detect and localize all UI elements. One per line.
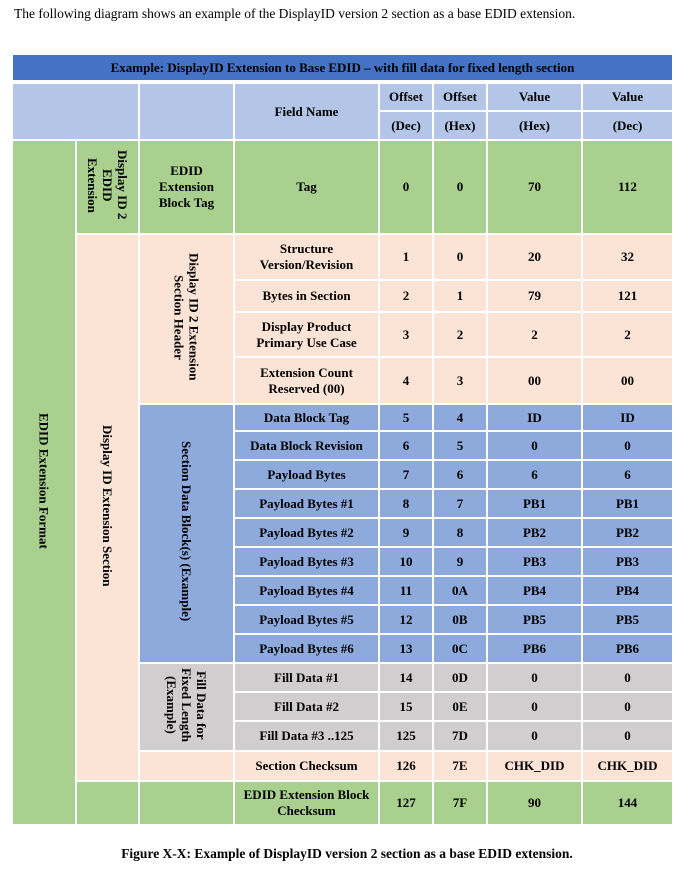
field-name: Fill Data #2 [235,693,378,720]
field-name: Payload Bytes [235,461,378,488]
value-dec: 0 [583,693,672,720]
value-dec: 112 [583,141,672,233]
offset-dec: 13 [380,635,432,662]
field-name: Fill Data #1 [235,664,378,691]
value-hex: PB1 [488,490,581,517]
field-name: Fill Data #3 ..125 [235,722,378,750]
value-dec: PB2 [583,519,672,546]
offset-dec: 8 [380,490,432,517]
field-name: Tag [235,141,378,233]
intro-text: The following diagram shows an example of the DisplayID version 2 section as a base EDID extension. [14,6,576,21]
edid-table [11,82,674,826]
value-hex: PB5 [488,606,581,633]
value-hex: CHK_DID [488,752,581,780]
offset-hex: 9 [434,548,486,575]
value-dec: 121 [583,281,672,311]
value-dec: 144 [583,782,672,824]
offset-hex: 0 [434,141,486,233]
offset-hex: 0D [434,664,486,691]
field-name: Bytes in Section [235,281,378,311]
checksum-group-blank [140,752,233,780]
offset-dec: 14 [380,664,432,691]
table-title: Example: DisplayID Extension to Base EDID – with fill data for fixed length section [13,55,672,80]
offset-hex: 0B [434,606,486,633]
block-checksum-blank-b [140,782,233,824]
figure-caption: Figure X-X: Example of DisplayID version 2 section as a base EDID extension. [121,846,573,861]
header-offset-dec-bottom: (Dec) [380,112,432,139]
offset-dec: 2 [380,281,432,311]
group-displayid2-edid-extension: Display ID 2 EDID Extension [77,141,138,233]
offset-hex: 1 [434,281,486,311]
value-hex: 70 [488,141,581,233]
value-hex: 6 [488,461,581,488]
value-dec: 6 [583,461,672,488]
offset-dec: 4 [380,358,432,403]
field-name: Payload Bytes #4 [235,577,378,604]
header-value-hex-bottom: (Hex) [488,112,581,139]
offset-hex: 6 [434,461,486,488]
value-hex: 00 [488,358,581,403]
offset-dec: 12 [380,606,432,633]
offset-dec: 0 [380,141,432,233]
field-name: Payload Bytes #2 [235,519,378,546]
header-offset-hex-bottom: (Hex) [434,112,486,139]
offset-dec: 6 [380,432,432,459]
group-edid-extension-block-tag: EDID Extension Block Tag [140,141,233,233]
offset-dec: 127 [380,782,432,824]
value-dec: 0 [583,664,672,691]
offset-hex: 0C [434,635,486,662]
offset-hex: 8 [434,519,486,546]
offset-dec: 126 [380,752,432,780]
value-dec: PB3 [583,548,672,575]
offset-dec: 1 [380,235,432,279]
value-hex: 0 [488,693,581,720]
offset-hex: 5 [434,432,486,459]
header-value-dec-bottom: (Dec) [583,112,672,139]
value-hex: 0 [488,664,581,691]
header-blank-left [13,84,138,139]
value-hex: 0 [488,432,581,459]
offset-hex: 4 [434,405,486,430]
offset-hex: 0A [434,577,486,604]
field-name: Data Block Revision [235,432,378,459]
offset-hex: 7F [434,782,486,824]
offset-dec: 9 [380,519,432,546]
value-dec: PB6 [583,635,672,662]
value-dec: 00 [583,358,672,403]
header-offset-hex-top: Offset [434,84,486,110]
offset-dec: 10 [380,548,432,575]
block-checksum-blank-a [77,782,138,824]
value-hex: 0 [488,722,581,750]
field-name: Structure Version/Revision [235,235,378,279]
offset-hex: 7 [434,490,486,517]
offset-hex: 7E [434,752,486,780]
field-name: Payload Bytes #1 [235,490,378,517]
value-hex: PB3 [488,548,581,575]
value-hex: 90 [488,782,581,824]
field-name: Payload Bytes #5 [235,606,378,633]
field-name: Data Block Tag [235,405,378,430]
header-value-hex-top: Value [488,84,581,110]
value-hex: 20 [488,235,581,279]
offset-hex: 0 [434,235,486,279]
value-dec: 32 [583,235,672,279]
value-hex: ID [488,405,581,430]
field-name: Payload Bytes #3 [235,548,378,575]
offset-dec: 11 [380,577,432,604]
value-dec: PB4 [583,577,672,604]
offset-dec: 5 [380,405,432,430]
value-hex: PB6 [488,635,581,662]
field-name: Payload Bytes #6 [235,635,378,662]
group-section-data-blocks: Section Data Block(s) (Example) [140,405,233,662]
group-section-header: Display ID 2 Extension Section Header [140,235,233,403]
offset-dec: 15 [380,693,432,720]
value-dec: PB5 [583,606,672,633]
value-hex: 2 [488,313,581,356]
header-value-dec-top: Value [583,84,672,110]
offset-dec: 3 [380,313,432,356]
value-hex: 79 [488,281,581,311]
offset-dec: 125 [380,722,432,750]
value-hex: PB4 [488,577,581,604]
field-name: Section Checksum [235,752,378,780]
field-name: Display Product Primary Use Case [235,313,378,356]
field-name: EDID Extension Block Checksum [235,782,378,824]
group-edid-extension-format: EDID Extension Format [13,141,75,824]
offset-hex: 0E [434,693,486,720]
offset-dec: 7 [380,461,432,488]
group-displayid-extension-section: Display ID Extension Section [77,235,138,780]
offset-hex: 3 [434,358,486,403]
offset-hex: 2 [434,313,486,356]
value-dec: CHK_DID [583,752,672,780]
header-blank-group [140,84,233,139]
value-dec: 0 [583,432,672,459]
value-dec: 2 [583,313,672,356]
value-dec: ID [583,405,672,430]
value-dec: 0 [583,722,672,750]
group-fill-data: Fill Data for Fixed Length (Example) [140,664,233,750]
header-field-name: Field Name [235,84,378,139]
value-dec: PB1 [583,490,672,517]
offset-hex: 7D [434,722,486,750]
header-offset-dec-top: Offset [380,84,432,110]
field-name: Extension Count Reserved (00) [235,358,378,403]
value-hex: PB2 [488,519,581,546]
